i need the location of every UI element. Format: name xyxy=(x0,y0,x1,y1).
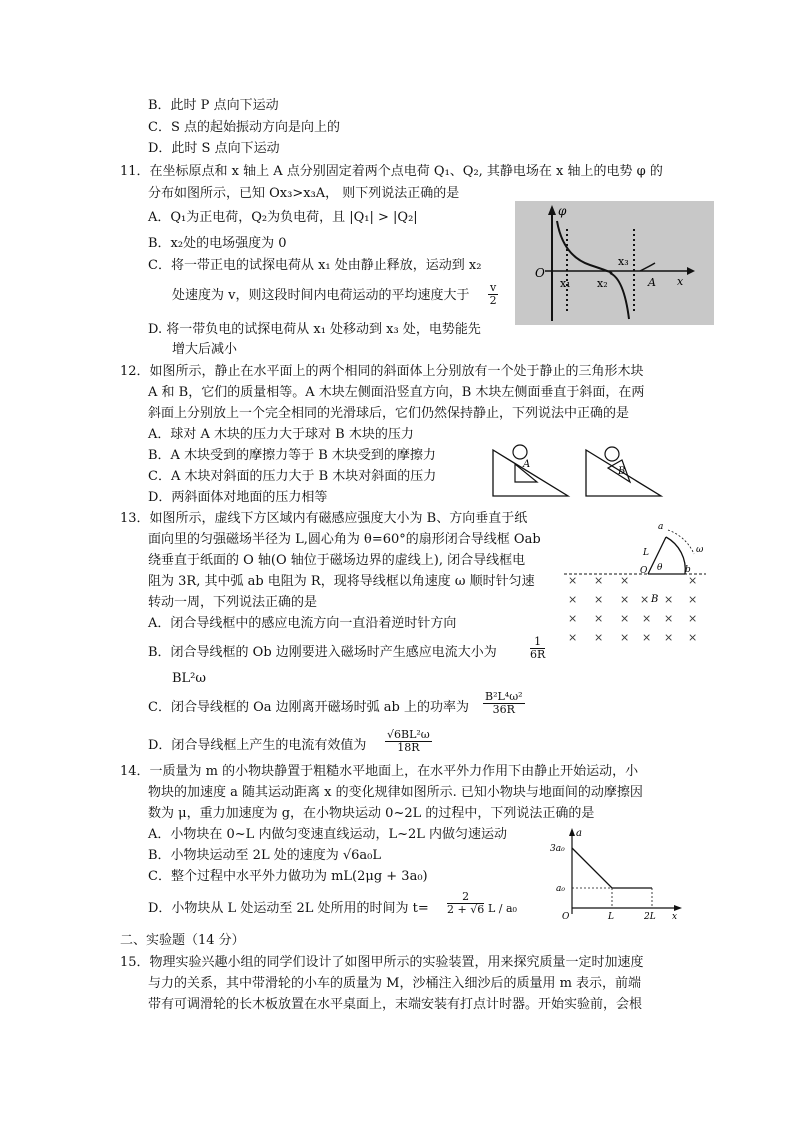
svg-text:×: × xyxy=(594,631,604,644)
text-line-q14D: D．小物块从 L 处运动至 2L 处所用的时间为 t= xyxy=(148,901,429,916)
text-line-q14A: A．小物块在 0~L 内做匀变速直线运动，L~2L 内做匀速运动 xyxy=(148,827,508,842)
fraction-1-over-6R xyxy=(530,636,545,661)
tick-a0: a₀ xyxy=(556,884,565,894)
svg-text:×: × xyxy=(642,631,652,644)
text-line-q11C2: 处速度为 v，则这段时间内电荷运动的平均速度大于 xyxy=(172,288,470,303)
text-line-q12C: C．A 木块对斜面的压力大于 B 木块对斜面的压力 xyxy=(148,469,437,484)
text-line-q12B: B．A 木块受到的摩擦力等于 B 木块受到的摩擦力 xyxy=(148,448,436,463)
axis-x-label: x xyxy=(672,912,678,922)
svg-text:×: × xyxy=(594,593,604,606)
text-line-q12A: A．球对 A 木块的压力大于球对 B 木块的压力 xyxy=(148,427,414,442)
svg-text:×: × xyxy=(568,631,578,644)
text-line-q13B1: B．闭合导线框的 Ob 边刚要进入磁场时产生感应电流大小为 xyxy=(148,645,497,660)
text-line-q13A: A．闭合导线框中的感应电流方向一直沿着逆时针方向 xyxy=(148,616,457,631)
text-line-q13d: 阻为 3R, 其中弧 ab 电阻为 R，现将导线框以角速度 ω 顺时针匀速 xyxy=(148,574,535,589)
svg-text:×: × xyxy=(594,612,604,625)
tick-2l: 2L xyxy=(644,912,656,922)
axis-phi: φ xyxy=(558,204,567,218)
svg-text:×: × xyxy=(620,631,630,644)
text-line-q14B: B．小物块运动至 2L 处的速度为 √6a₀L xyxy=(148,848,382,863)
text-line-q11a: 11．在坐标原点和 x 轴上 A 点分别固定着两个点电荷 Q₁、Q₂, 其静电场在 x 轴上的电势 φ 的 xyxy=(120,164,663,179)
x1-label: x₁ xyxy=(560,277,571,290)
svg-text:×: × xyxy=(568,593,578,606)
fraction-denominator: 6R xyxy=(530,648,546,661)
text-line-q14C: C．整个过程中水平外力做功为 mL(2μg + 3a₀) xyxy=(148,869,428,884)
fraction-time xyxy=(447,891,484,916)
angle-label: θ xyxy=(657,563,663,573)
x3-label: x₃ xyxy=(618,255,629,268)
text-line-q12a: 12．如图所示，静止在水平面上的两个相同的斜面体上分别放有一个处于静止的三角形木块 xyxy=(120,364,644,379)
fraction-numerator: √6BL²ω xyxy=(387,728,430,741)
text-line-q13C: C．闭合导线框的 Oa 边刚离开磁场时弧 ab 上的功率为 xyxy=(148,700,469,715)
text-line-q15b: 与力的关系，其中带滑轮的小车的质量为 M，沙桶注入细沙后的质量用 m 表示，前端 xyxy=(148,976,642,991)
text-line-q14c: 数为 μ，重力加速度为 g，在小物块运动 0~2L 的过程中，下列说法正确的是 xyxy=(148,806,595,821)
text-line-q13a: 13．如图所示，虚线下方区域内有磁感应强度大小为 B、方向垂直于纸 xyxy=(120,511,528,526)
text-line-q11D2: 增大后减小 xyxy=(172,342,238,357)
x-label: x xyxy=(677,275,684,288)
point-a-label: a xyxy=(658,522,664,532)
text-line-q12D: D．两斜面体对地面的压力相等 xyxy=(148,490,328,505)
text-line-q15a: 15．物理实验兴趣小组的同学们设计了如图甲所示的实验装置，用来探究质量一定时加速度 xyxy=(120,955,644,970)
block-a-label: A xyxy=(523,459,531,470)
svg-text:×: × xyxy=(620,612,630,625)
acceleration-graph xyxy=(548,826,688,922)
text-line-q13b: 面向里的匀强磁场半径为 L,圆心角为 θ=60°的扇形闭合导线框 Oab xyxy=(148,532,541,547)
potential-graph xyxy=(515,201,714,325)
svg-text:×: × xyxy=(664,631,674,644)
svg-text:×: × xyxy=(688,631,698,644)
radius-label: L xyxy=(643,548,649,558)
text-line-sec2: 二、实验题（14 分） xyxy=(120,933,245,948)
svg-text:×: × xyxy=(688,593,698,606)
text-line-q13D: D．闭合导线框上产生的电流有效值为 xyxy=(148,738,367,753)
svg-text:×: × xyxy=(664,593,674,606)
text-line-q11b: 分布如图所示，已知 Ox₃>x₃A， 则下列说法正确的是 xyxy=(148,186,460,201)
svg-text:×: × xyxy=(620,593,630,606)
omega-label: ω xyxy=(696,545,704,555)
field-b-label: B xyxy=(651,594,659,605)
text-line-b: B．此时 P 点向下运动 xyxy=(148,98,279,113)
text-line-q13c: 绕垂直于纸面的 O 轴(O 轴位于磁场边界的虚线上), 闭合导线框电 xyxy=(148,553,526,568)
fraction-power xyxy=(483,691,525,716)
text-line-q11C1: C．将一带正电的试探电荷从 x₁ 处由静止释放，运动到 x₂ xyxy=(148,258,482,273)
fraction-numerator: v xyxy=(490,281,497,294)
fraction-numerator: 1 xyxy=(530,636,545,649)
fraction-effective-current xyxy=(385,729,432,754)
tick-3a0: 3a₀ xyxy=(550,844,565,854)
sqrt-l-over-a0: L / a₀ xyxy=(488,902,517,915)
field-crosses xyxy=(568,574,697,644)
point-o-label: O xyxy=(640,566,648,576)
fraction-denominator: 36R xyxy=(492,703,515,716)
origin-label: O xyxy=(535,266,545,280)
text-line-q11B: B．x₂处的电场强度为 0 xyxy=(148,236,287,251)
svg-text:×: × xyxy=(568,574,578,587)
x2-label: x₂ xyxy=(597,277,608,290)
text-line-q11D1: D. 将一带负电的试探电荷从 x₁ 处移动到 x₃ 处，电势能先 xyxy=(148,322,481,337)
svg-text:×: × xyxy=(620,574,630,587)
text-line-q13B2: BL²ω xyxy=(172,671,206,686)
axis-a-label: a xyxy=(576,828,582,839)
text-line-c: C．S 点的起始振动方向是向上的 xyxy=(148,120,340,135)
svg-text:×: × xyxy=(594,574,604,587)
svg-text:×: × xyxy=(688,612,698,625)
text-line-q14a: 14．一质量为 m 的小物块静置于粗糙水平地面上，在水平外力作用下由静止开始运动，小 xyxy=(120,764,639,779)
block-b-label: B xyxy=(618,466,626,477)
svg-text:×: × xyxy=(664,612,674,625)
text-line-q14b: 物块的加速度 a 随其运动距离 x 的变化规律如图所示. 已知小物块与地面间的动摩擦因 xyxy=(148,785,643,800)
fraction-denominator: 2 + √6 xyxy=(447,903,485,916)
text-line-q12b: A 和 B，它们的质量相等。A 木块左侧面沿竖直方向，B 木块左侧面垂直于斜面，在两 xyxy=(148,385,645,400)
svg-text:×: × xyxy=(640,593,650,606)
fraction-numerator: 2 xyxy=(447,891,484,904)
incline-figure xyxy=(490,438,670,498)
text-line-d: D．此时 S 点向下运动 xyxy=(148,141,280,156)
tick-l: L xyxy=(608,912,614,922)
text-line-q13e: 转动一周，下列说法正确的是 xyxy=(148,595,318,610)
sector-field-figure xyxy=(560,518,710,648)
svg-text:×: × xyxy=(568,612,578,625)
text-line-q15c: 带有可调滑轮的长木板放置在水平桌面上，末端安装有打点计时器。开始实验前，会根 xyxy=(148,997,643,1012)
fraction-denominator: 2 xyxy=(489,294,497,307)
fraction-v-over-2 xyxy=(488,282,498,307)
fraction-numerator: B²L⁴ω² xyxy=(485,690,523,703)
svg-text:×: × xyxy=(642,612,652,625)
origin-o: O xyxy=(562,912,570,922)
text-line-q11A: A．Q₁为正电荷，Q₂为负电荷，且 |Q₁| > |Q₂| xyxy=(148,210,418,225)
point-b-label: b xyxy=(685,565,691,575)
text-line-q12c: 斜面上分别放上一个完全相同的光滑球后，它们仍然保持静止，下列说法中正确的是 xyxy=(148,406,630,421)
fraction-denominator: 18R xyxy=(397,741,420,754)
svg-text:×: × xyxy=(688,574,698,587)
a-label: A xyxy=(648,276,656,289)
